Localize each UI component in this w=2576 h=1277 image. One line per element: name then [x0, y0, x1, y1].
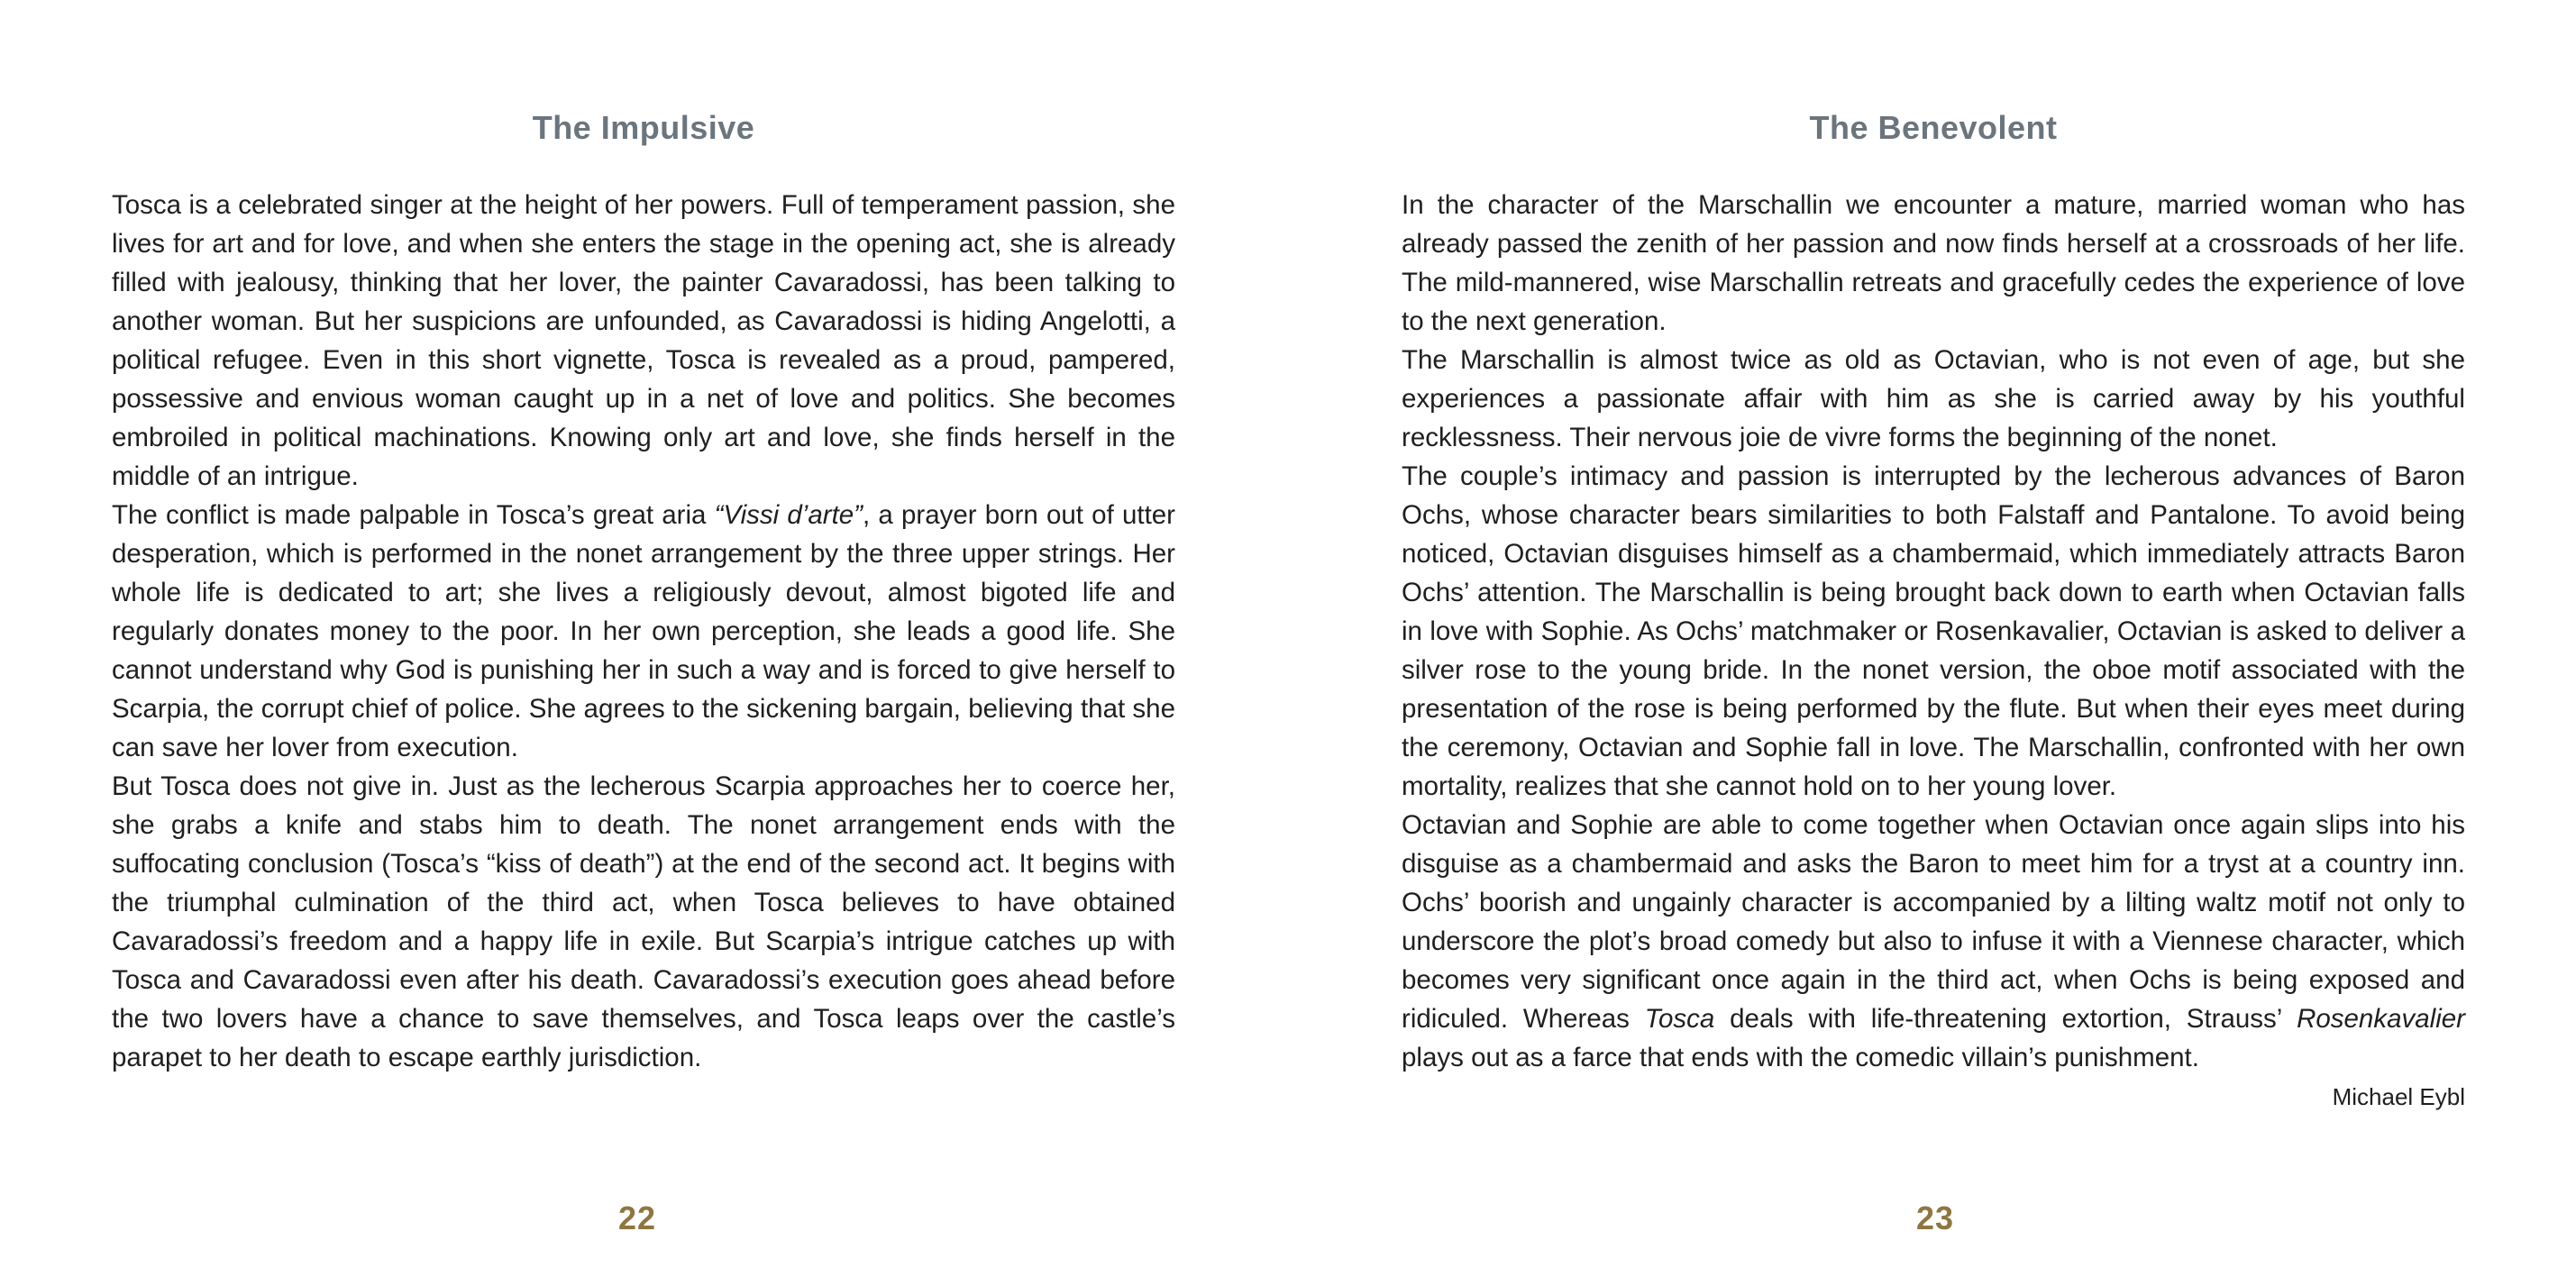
- paragraph: But Tosca does not give in. Just as the lecherous Scarpia approaches her to coerce her, she grabs a knife and stabs him to death. The nonet arrangement ends with the suffocating conclusion (Tosca’s “kiss of death”) at the end of the second act. It begins with the triumphal culmination of the third act, when Tosca believes to have obtained Cavaradossi’s freedom and a happy life in exile. But Scarpia’s intrigue catches up with Tosca and Cavaradossi even after his death. Cavaradossi’s execution goes ahead before the two lovers have a chance to save themselves, and Tosca leaps over the castle’s parapet to her death to escape earthly jurisdiction.: [112, 771, 1175, 1072]
- paragraph: The Marschallin is almost twice as old as Octavian, who is not even of age, but she experiences a passionate affair with him as she is carried away by his youthful recklessness. Their nervous joie de vivre forms the beginning of the nonet.: [1402, 345, 2465, 452]
- page-title: The Impulsive: [532, 109, 755, 146]
- paragraph: Octavian and Sophie are able to come together when Octavian once again slips into his disguise as a chambermaid and asks the Baron to meet him for a tryst at a country inn. Ochs’ boorish and ungainly character is accompanied by a lilting waltz motif not only to underscore the plot’s broad comedy but also to infuse it with a Viennese character, which becomes very significant once again in the third act, when Ochs is being exposed and ridiculed. Whereas Tosca deals with life-threatening extortion, Strauss’ Rosenkavalier plays out as a farce that ends with the comedic villain’s punishment.: [1402, 810, 2465, 1072]
- page-number: 23: [1915, 1199, 1955, 1236]
- italic-text: “Vissi d’arte”: [714, 500, 863, 530]
- page-title: The Benevolent: [1809, 109, 2058, 146]
- paragraph: Tosca is a celebrated singer at the height of her powers. Full of temperament passion, she lives for art and for love, and when she enters the stage in the opening act, she is already filled with jealousy, thinking that her lover, the painter Cavaradossi, has been talking to another woman. But her suspicions are unfounded, as Cavaradossi is hiding Angelotti, a political refugee. Even in this short vignette, Tosca is revealed as a proud, pampered, possessive and envious woman caught up in a net of love and politics. She becomes embroiled in political machinations. Knowing only art and love, she finds herself in the middle of an intrigue.: [112, 190, 1175, 491]
- paragraph: In the character of the Marschallin we encounter a mature, married woman who has already passed the zenith of her passion and now finds herself at a crossroads of her life. The mild-mannered, wise Marschallin retreats and gracefully cedes the experience of love to the next generation.: [1402, 190, 2465, 336]
- page-number: 22: [617, 1199, 657, 1236]
- left-page: [112, 0, 1175, 1277]
- italic-text: Rosenkavalier: [2297, 1004, 2465, 1034]
- right-page: [1402, 0, 2465, 1277]
- paragraph: The couple’s intimacy and passion is interrupted by the lecherous advances of Baron Ochs, whose character bears similarities to both Falstaff and Pantalone. To avoid being noticed, Octavian disguises himself as a chambermaid, which immediately attracts Baron Ochs’ attention. The Marschallin is being brought back down to earth when Octavian falls in love with Sophie. As Ochs’ matchmaker or Rosenkavalier, Octavian is asked to deliver a silver rose to the young bride. In the nonet version, the oboe motif associated with the presentation of the rose is being performed by the flute. But when their eyes meet during the ceremony, Octavian and Sophie fall in love. The Marschallin, confronted with her own mortality, realizes that she cannot hold on to her young lover.: [1402, 461, 2465, 801]
- body-text: [1402, 186, 2465, 1115]
- paragraph: The conflict is made palpable in Tosca’s great aria “Vissi d’arte”, a prayer born out of utter desperation, which is performed in the nonet arrangement by the three upper strings. Her whole life is dedicated to art; she lives a religiously devout, almost bigoted life and regularly donates money to the poor. In her own perception, she leads a good life. She cannot understand why God is punishing her in such a way and is forced to give herself to Scarpia, the corrupt chief of police. She agrees to the sickening bargain, believing that she can save her lover from execution.: [112, 500, 1175, 762]
- body-text: [112, 186, 1175, 1077]
- author-signature: Michael Eybl: [2332, 1083, 2465, 1110]
- italic-text: Tosca: [1644, 1004, 1715, 1034]
